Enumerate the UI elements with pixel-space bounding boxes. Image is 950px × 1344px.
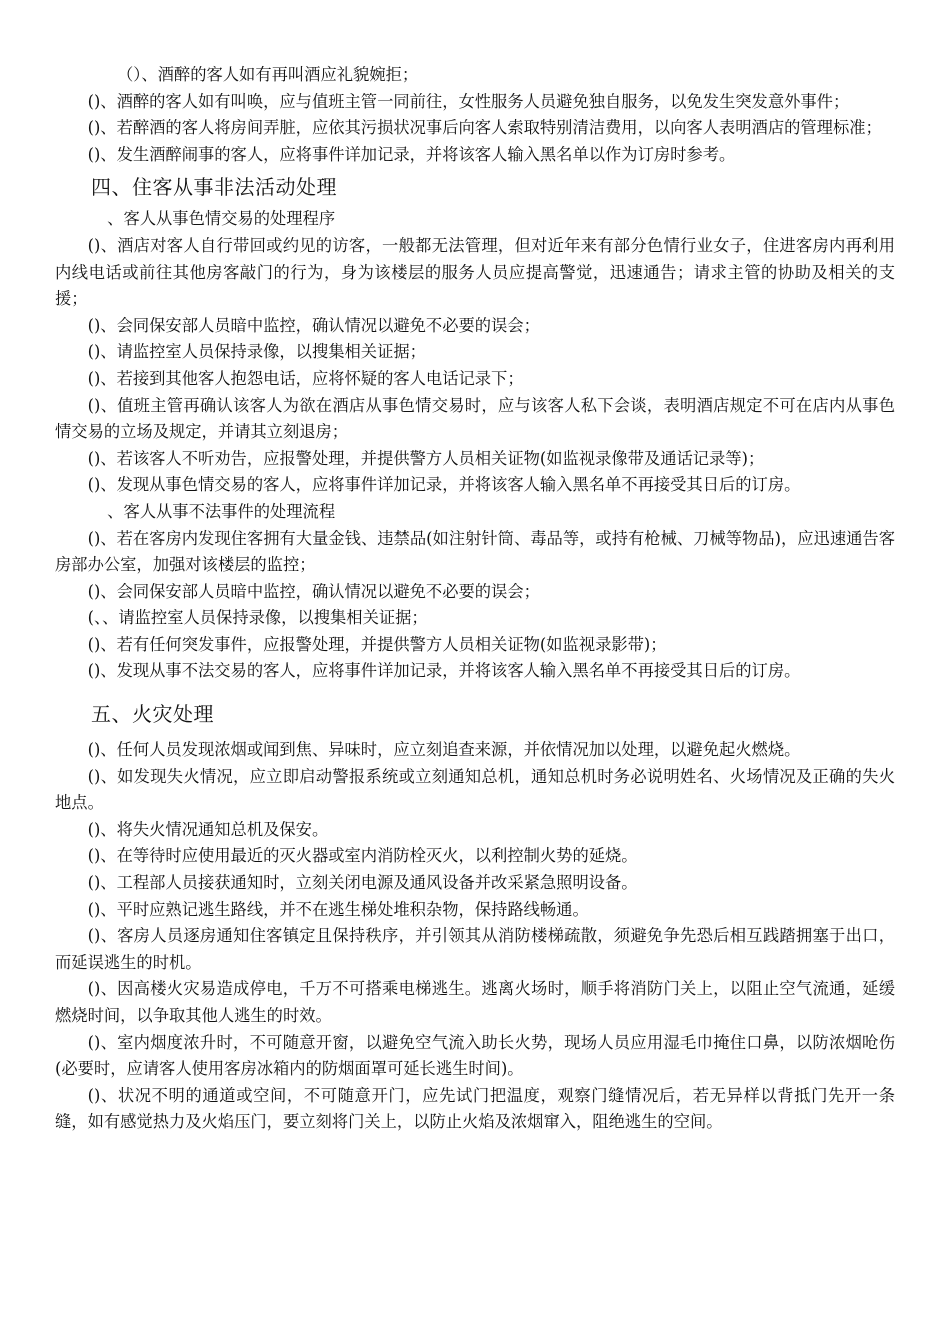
- paragraph: ()、值班主管再确认该客人为欲在酒店从事色情交易时，应与该客人私下会谈，表明酒店规定不可在店内从事色情交易的立场及规定，并请其立刻退房；: [55, 395, 895, 442]
- paragraph: ()、酒醉的客人如有叫唤，应与值班主管一同前往，女性服务人员避免独自服务，以免发生突发意外事件；: [87, 91, 850, 111]
- paragraph: ()、若醉酒的客人将房间弄脏，应依其污损状况事后向客人索取特别清洁费用，以向客人表明酒店的管理标准；: [87, 118, 882, 138]
- paragraph: ()、任何人员发现浓烟或闻到焦、异味时，应立刻追查来源，并依情况加以处理，以避免起火燃烧。: [87, 740, 801, 760]
- section-heading: 四、住客从事非法活动处理: [91, 175, 337, 200]
- paragraph: ()、若该客人不听劝告，应报警处理，并提供警方人员相关证物(如监视录像带及通话记录等)；: [87, 448, 765, 468]
- paragraph: ()、酒店对客人自行带回或约见的访客，一般都无法管理，但对近年来有部分色情行业女子，住进客房内再利用内线电话或前往其他房客敲门的行为，身为该楼层的服务人员应提高警觉，迅速通告；请求主管的协助及相关的支援；: [55, 235, 895, 309]
- paragraph: ()、在等待时应使用最近的灭火器或室内消防栓灭火，以利控制火势的延烧。: [87, 846, 638, 866]
- paragraph: ()、状况不明的通道或空间，不可随意开门，应先试门把温度，观察门缝情况后，若无异样以背抵门先开一条缝，如有感觉热力及火焰压门，要立刻将门关上，以防止火焰及浓烟窜入，阻绝逃生的空间。: [55, 1085, 895, 1132]
- document-page: [55, 62, 895, 1136]
- paragraph: ()、发生酒醉闹事的客人，应将事件详加记录，并将该客人输入黑名单以作为订房时参考。: [87, 144, 736, 164]
- paragraph: ()、若有任何突发事件，应报警处理，并提供警方人员相关证物(如监视录影带)；: [87, 634, 667, 654]
- paragraph: ()、工程部人员接获通知时，立刻关闭电源及通风设备并改采紧急照明设备。: [87, 873, 638, 893]
- paragraph: ()、若在客房内发现住客拥有大量金钱、违禁品(如注射针筒、毒品等，或持有枪械、刀械等物品)，应迅速通告客房部办公室，加强对该楼层的监控；: [55, 528, 895, 575]
- paragraph: ()、会同保安部人员暗中监控，确认情况以避免不必要的误会；: [87, 315, 540, 335]
- paragraph: ()、发现从事不法交易的客人，应将事件详加记录，并将该客人输入黑名单不再接受其日后的订房。: [87, 661, 801, 681]
- paragraph: ()、将失火情况通知总机及保安。: [87, 819, 329, 839]
- paragraph: ()、会同保安部人员暗中监控，确认情况以避免不必要的误会；: [87, 581, 540, 601]
- paragraph: ()、平时应熟记逃生路线，并不在逃生梯处堆积杂物，保持路线畅通。: [87, 899, 589, 919]
- paragraph: （）、酒醉的客人如有再叫酒应礼貌婉拒；: [116, 65, 419, 84]
- paragraph: ()、发现从事色情交易的客人，应将事件详加记录，并将该客人输入黑名单不再接受其日后的订房。: [87, 475, 801, 495]
- paragraph: ()、室内烟度浓升时，不可随意开窗，以避免空气流入助长火势，现场人员应用湿毛巾掩住口鼻，以防浓烟呛伤(必要时，应请客人使用客房冰箱内的防烟面罩可延长逃生时间)。: [55, 1032, 895, 1079]
- paragraph: ()、请监控室人员保持录像，以搜集相关证据；: [87, 342, 426, 362]
- paragraph: ()、因高楼火灾易造成停电，千万不可搭乘电梯逃生。逃离火场时，顺手将消防门关上，以阻止空气流通，延缓燃烧时间，以争取其他人逃生的时效。: [55, 979, 895, 1025]
- paragraph: ()、客房人员逐房通知住客镇定且保持秩序，并引领其从消防楼梯疏散，须避免争先恐后相互践踏拥塞于出口，而延误逃生的时机。: [55, 926, 895, 972]
- paragraph: ()、如发现失火情况，应立即启动警报系统或立刻通知总机，通知总机时务必说明姓名、火场情况及正确的失火地点。: [55, 766, 895, 813]
- subsection-heading: 、客人从事色情交易的处理程序: [107, 209, 336, 229]
- subsection-heading: 、客人从事不法事件的处理流程: [107, 501, 336, 521]
- paragraph: ()、若接到其他客人抱怨电话，应将怀疑的客人电话记录下；: [87, 368, 524, 388]
- paragraph: (、、请监控室人员保持录像，以搜集相关证据；: [87, 608, 428, 628]
- section-heading: 五、火灾处理: [91, 702, 214, 727]
